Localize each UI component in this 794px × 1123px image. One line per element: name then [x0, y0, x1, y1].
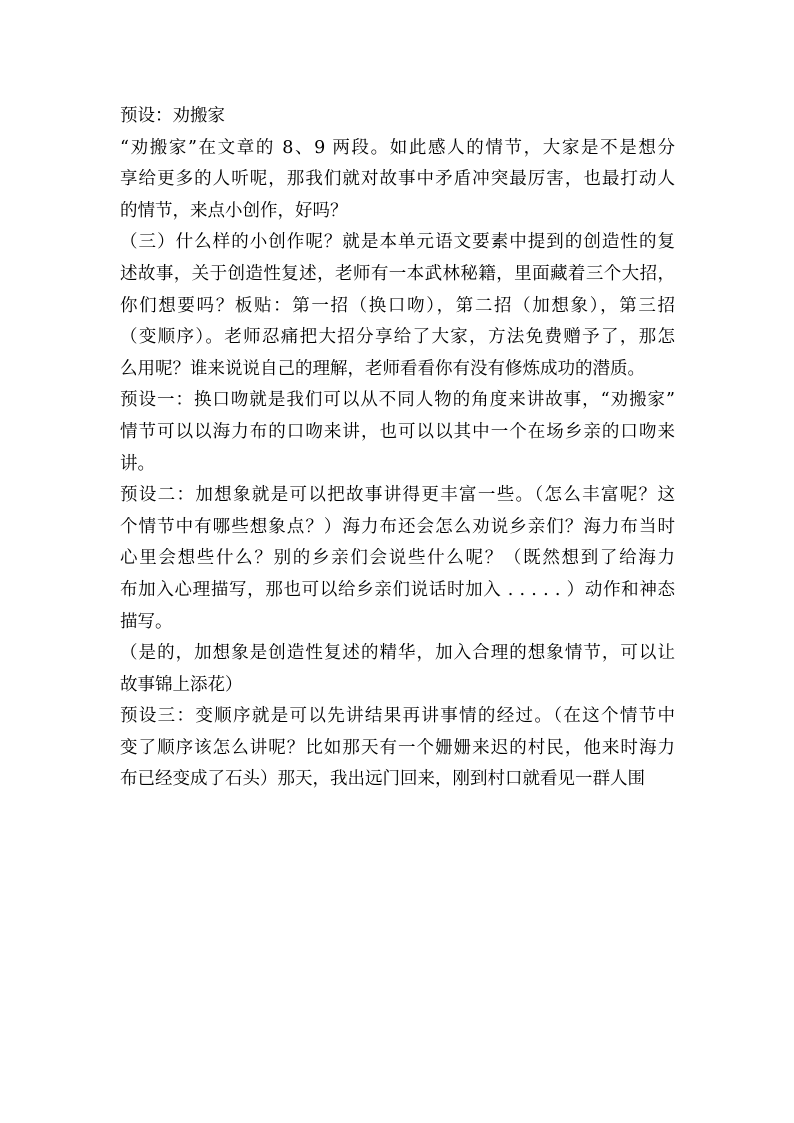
text-line: 你们想要吗？板贴：第一招（换口吻），第二招（加想象），第三招: [120, 295, 675, 316]
text-line: 享给更多的人听呢，那我们就对故事中矛盾冲突最厉害，也最打动人: [120, 169, 675, 190]
text-line: 的情节，来点小创作，好吗？: [120, 200, 348, 221]
paragraph: [120, 701, 675, 796]
text-line: 心里会想些什么？别的乡亲们会说些什么呢？（既然想到了给海力: [120, 548, 675, 569]
text-line: “劝搬家”在文章的 8、9 两段。如此感人的情节，大家是不是想分: [120, 137, 675, 158]
text-line: 么用呢？谁来说说自己的理解，老师看看你有没有修炼成功的潜质。: [120, 358, 645, 379]
text-line: （变顺序）。老师忍痛把大招分享给了大家，方法免费赠予了，那怎: [120, 327, 675, 348]
text-line: （是的，加想象是创造性复述的精华，加入合理的想象情节，可以让: [120, 643, 675, 664]
text-line: （三）什么样的小创作呢？就是本单元语文要素中提到的创造性的复: [120, 232, 675, 253]
text-line: 预设：劝搬家: [120, 106, 225, 126]
document-page: [120, 101, 675, 796]
paragraph: [120, 133, 675, 228]
text-line: 情节可以以海力布的口吻来讲，也可以以其中一个在场乡亲的口吻来: [120, 421, 675, 442]
text-line: 布已经变成了石头）那天，我出远门回来，刚到村口就看见一群人围: [120, 769, 645, 790]
text-line: 变了顺序该怎么讲呢？比如那天有一个姗姗来迟的村民，他来时海力: [120, 737, 675, 758]
text-line: 预设三：变顺序就是可以先讲结果再讲事情的经过。（在这个情节中: [120, 706, 675, 727]
text-line: 述故事，关于创造性复述，老师有一本武林秘籍，里面藏着三个大招，: [120, 263, 675, 284]
paragraph: [120, 101, 675, 133]
text-line: 预设二：加想象就是可以把故事讲得更丰富一些。（怎么丰富呢？这: [120, 485, 675, 506]
paragraph: [120, 385, 675, 480]
text-line: 描写。: [120, 611, 173, 632]
paragraph: [120, 480, 675, 638]
text-line: 故事锦上添花）: [120, 674, 243, 695]
paragraph: [120, 227, 675, 385]
text-line: 预设一：换口吻就是我们可以从不同人物的角度来讲故事，“劝搬家”: [120, 390, 675, 411]
text-line: 讲。: [120, 453, 155, 474]
text-line: 布加入心理描写，那也可以给乡亲们说话时加入 . . . . . ）动作和神态: [120, 579, 675, 600]
paragraph: [120, 638, 675, 701]
text-line: 个情节中有哪些想象点？）海力布还会怎么劝说乡亲们？海力布当时: [120, 516, 675, 537]
